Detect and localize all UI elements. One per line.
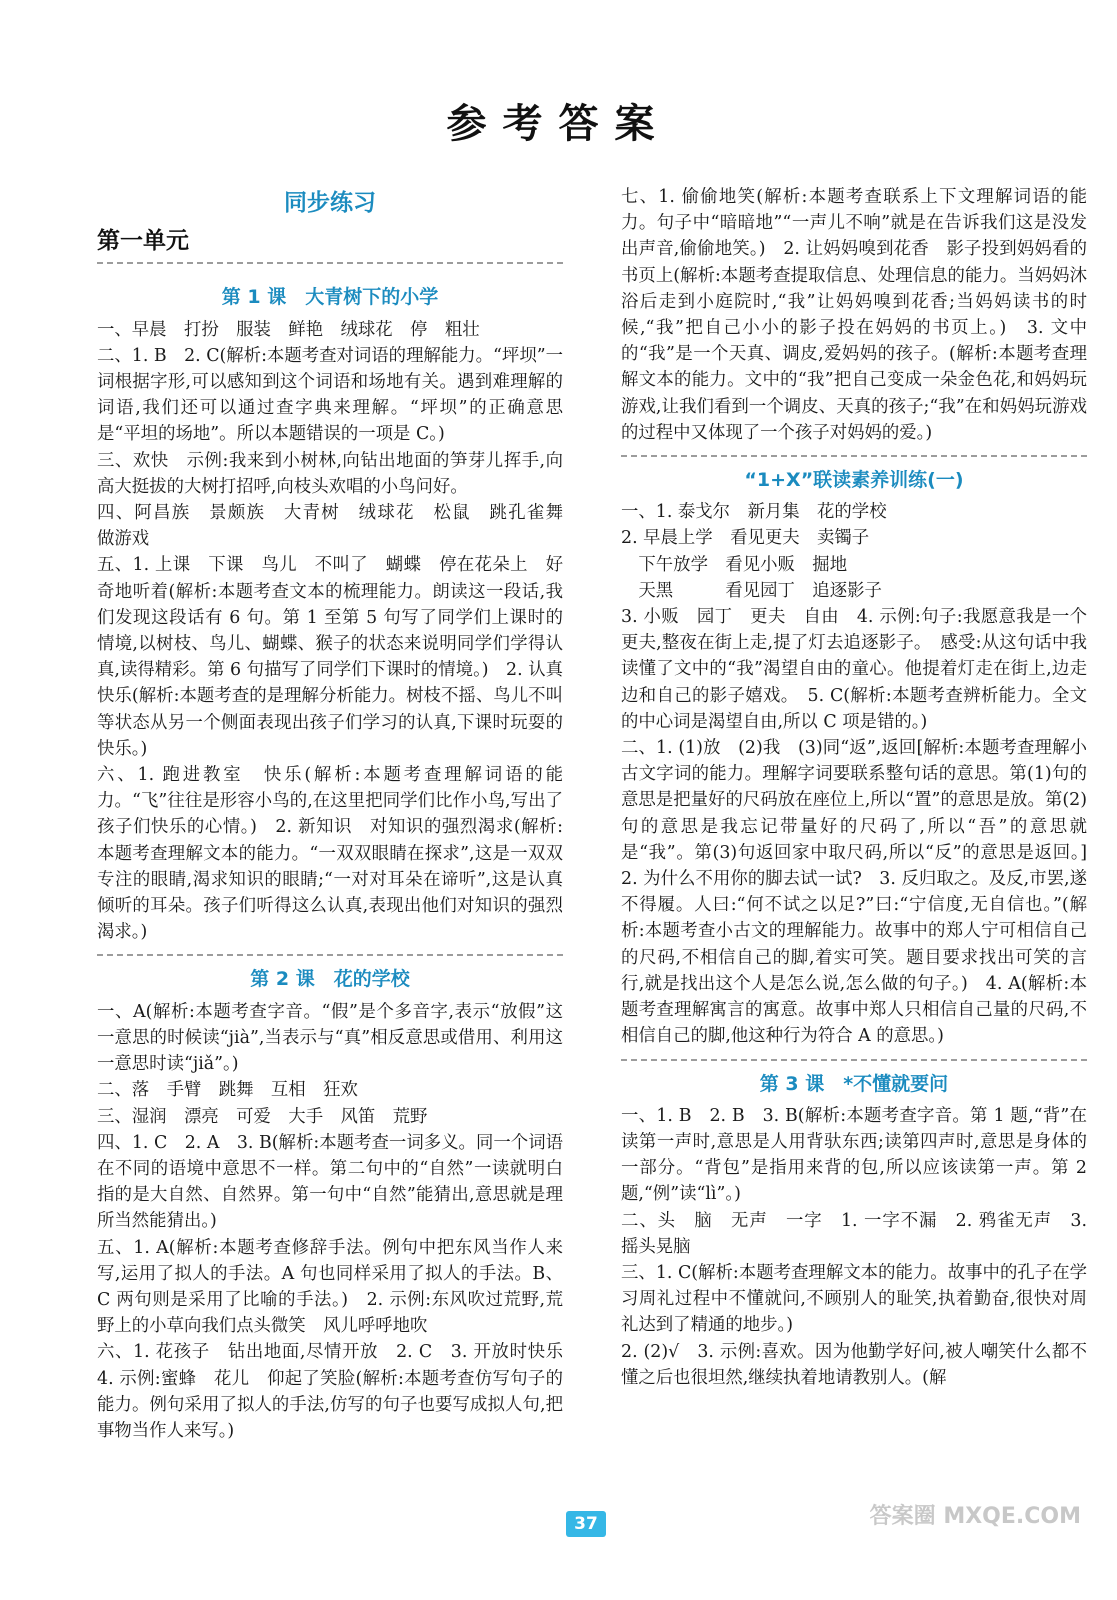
answer-paragraph: 七、1. 偷偷地笑(解析:本题考查联系上下文理解词语的能力。句子中“暗暗地”“一声儿不响”就是在告诉我们这是没发出声音,偷偷地笑。) 2. 让妈妈嗅到花香 影子投到妈妈看的书页上(解析:本题考查提取信息、处理信息的能力。当妈妈沐浴后走到小庭院时,“我”让妈妈嗅到花香;当妈妈读书的时候,“我”把自己小小的影子投在妈妈的书页上。) 3. 文中的“我”是一个天真、调皮,爱妈妈的孩子。(解析:本题考查理解文本的能力。文中的“我”把自己变成一朵金色花,和妈妈玩游戏,让我们看到一个调皮、天真的孩子;“我”在和妈妈玩游戏的过程中又体现了一个孩子对妈妈的爱。) — [621, 187, 1087, 443]
section-divider — [621, 455, 1087, 457]
watermark-logo: 答案圈 MXQE.COM — [869, 1504, 1081, 1529]
answer-paragraph: 下午放学 看见小贩 掘地 — [621, 554, 848, 575]
answer-paragraph: 二、落 手臂 跳舞 互相 狂欢 — [97, 1080, 358, 1101]
answer-paragraph: 2. 早晨上学 看见更夫 卖镯子 — [621, 528, 870, 549]
answer-paragraph: 二、头 脑 无声 一字 1. 一字不漏 2. 鸦雀无声 3. 摇头晃脑 — [621, 1210, 1087, 1257]
answer-paragraph: 一、A(解析:本题考查字音。“假”是个多音字,表示“放假”这一意思的时候读“jià”,当表示与“真”相反意思或借用、利用这一意思时读“jiǎ”。) — [97, 1001, 563, 1075]
answer-paragraph: 一、1. B 2. B 3. B(解析:本题考查字音。第 1 题,“背”在读第一声时,意思是人用背驮东西;读第四声时,意思是身体的一部分。“背包”是指用来背的包,所以应该读第一声。第 2 题,“例”读“lì”。) — [621, 1105, 1087, 1205]
answer-paragraph: 五、1. 上课 下课 鸟儿 不叫了 蝴蝶 停在花朵上 好奇地听着(解析:本题考查文本的梳理能力。朗读这一段话,我们发现这段话有 6 句。第 1 至第 5 句写了同学们上课时的情境,以树枝、鸟儿、蝴蝶、猴子的状态来说明同学们学得认真,读得精彩。第 6 句描写了同学们下课时的情境。) 2. 认真 快乐(解析:本题考查的是理解分析能力。树枝不摇、鸟儿不叫等状态从另一个侧面表现出孩子们学习的认真,下课时玩耍的快乐。) — [97, 555, 581, 759]
left-column-body — [97, 284, 581, 1444]
lesson-title: 第 3 课 *不懂就要问 — [759, 1072, 949, 1095]
answer-paragraph: 三、1. C(解析:本题考查理解文本的能力。故事中的孔子在学习周礼过程中不懂就问,不顾别人的耻笑,执着勤奋,很快对周礼达到了精通的地步。) — [621, 1262, 1087, 1336]
answer-paragraph: 3. 小贩 园丁 更夫 自由 4. 示例:句子:我愿意我是一个更夫,整夜在街上走,提了灯去追逐影子。 感受:从这句话中我读懂了文中的“我”渴望自由的童心。他提着灯走在街上,边走边和自己的影子嬉戏。 5. C(解析:本题考查辨析能力。全文的中心词是渴望自由,所以 C 项是错的。) — [621, 607, 1087, 732]
answer-paragraph: 三、湿润 漂亮 可爱 大手 风笛 荒野 — [97, 1106, 428, 1127]
lesson-title: 第 1 课 大青树下的小学 — [221, 286, 439, 309]
answer-paragraph: 三、欢快 示例:我来到小树林,向钻出地面的笋芽儿挥手,向高大挺拔的大树打招呼,向枝头欢唱的小鸟问好。 — [97, 450, 563, 497]
unit-title: 第一单元 — [97, 228, 563, 264]
right-column-body — [621, 184, 1105, 1391]
answer-paragraph: 四、1. C 2. A 3. B(解析:本题考查一词多义。同一个词语在不同的语境中意思不一样。第二句中的“自然”一读就明白指的是大自然、自然界。第一句中“自然”能猜出,意思就是理所当然能猜出。) — [97, 1132, 563, 1232]
answer-paragraph: 2. (2)√ 3. 示例:喜欢。因为他勤学好问,被人嘲笑什么都不懂之后也很坦然,继续执着地请教别人。(解 — [621, 1341, 1087, 1388]
lesson-title: “1+X”联读素养训练(一) — [744, 469, 964, 492]
answer-paragraph: 二、1. (1)放 (2)我 (3)同“返”,返回[解析:本题考查理解小古文字词的能力。理解字词要联系整句话的意思。第(1)句的意思是把量好的尺码放在座位上,所以“置”的意思是放。第(2)句的意思是我忘记带量好的尺码了,所以“吾”的意思就是“我”。第(3)句返回家中取尺码,所以“反”的意思是返回。] 2. 为什么不用你的脚去试一试? 3. 反归取之。及反,市罢,遂不得履。人曰:“何不试之以足?”曰:“宁信度,无自信也。”(解析:本题考查小古文的理解能力。故事中的郑人宁可相信自己的尺码,不相信自己的脚,着实可笑。题目要求找出可笑的言行,就是找出这个人是怎么说,怎么做的句子。) 4. A(解析:本题考查理解寓言的寓意。故事中郑人只相信自己量的尺码,不相信自己的脚,他这种行为符合 A 的意思。) — [621, 738, 1105, 1047]
section-divider — [97, 954, 563, 956]
right-column — [621, 184, 1105, 1391]
section-divider — [621, 1059, 1087, 1061]
answer-paragraph: 五、1. A(解析:本题考查修辞手法。例句中把东风当作人来写,运用了拟人的手法。A 句也同样采用了拟人的手法。B、C 两句则是采用了比喻的手法。) 2. 示例:东风吹过荒野,荒野上的小草向我们点头微笑 风儿呼呼地吹 — [97, 1237, 563, 1337]
answer-paragraph: 六、1. 花孩子 钻出地面,尽情开放 2. C 3. 开放时快乐 4. 示例:蜜蜂 花儿 仰起了笑脸(解析:本题考查仿写句子的能力。例句采用了拟人的手法,仿写的句子也要写成拟人句,把事物当作人来写。) — [97, 1342, 581, 1441]
answer-paragraph: 六、1. 跑进教室 快乐(解析:本题考查理解词语的能力。“飞”往往是形容小鸟的,在这里把同学们比作小鸟,写出了孩子们快乐的心情。) 2. 新知识 对知识的强烈渴求(解析:本题考查理解文本的能力。“一双双眼睛在探求”,这是一双双专注的眼睛,渴求知识的眼睛;“一对对耳朵在谛听”,这是认真倾听的耳朵。孩子们听得这么认真,表现出他们对知识的强烈渴求。) — [97, 765, 563, 943]
answer-paragraph: 一、早晨 打扮 服装 鲜艳 绒球花 停 粗壮 — [97, 319, 480, 340]
left-column — [97, 184, 581, 1444]
answer-paragraph: 四、阿昌族 景颇族 大青树 绒球花 松鼠 跳孔雀舞 做游戏 — [97, 503, 581, 550]
page-number: 37 — [566, 1511, 606, 1537]
answer-paragraph: 一、1. 泰戈尔 新月集 花的学校 — [621, 502, 887, 523]
answer-paragraph: 天黑 看见园丁 追逐影子 — [621, 580, 882, 601]
answer-paragraph: 二、1. B 2. C(解析:本题考查对词语的理解能力。“坪坝”一词根据字形,可以感知到这个词语和场地有关。遇到难理解的词语,我们还可以通过查字典来理解。“坪坝”的正确意思是“平坦的场地”。所以本题错误的一项是 C。) — [97, 345, 563, 445]
page-title: 参考答案 — [446, 100, 671, 147]
lesson-title: 第 2 课 花的学校 — [250, 968, 410, 991]
section-banner: 同步练习 — [284, 190, 376, 216]
